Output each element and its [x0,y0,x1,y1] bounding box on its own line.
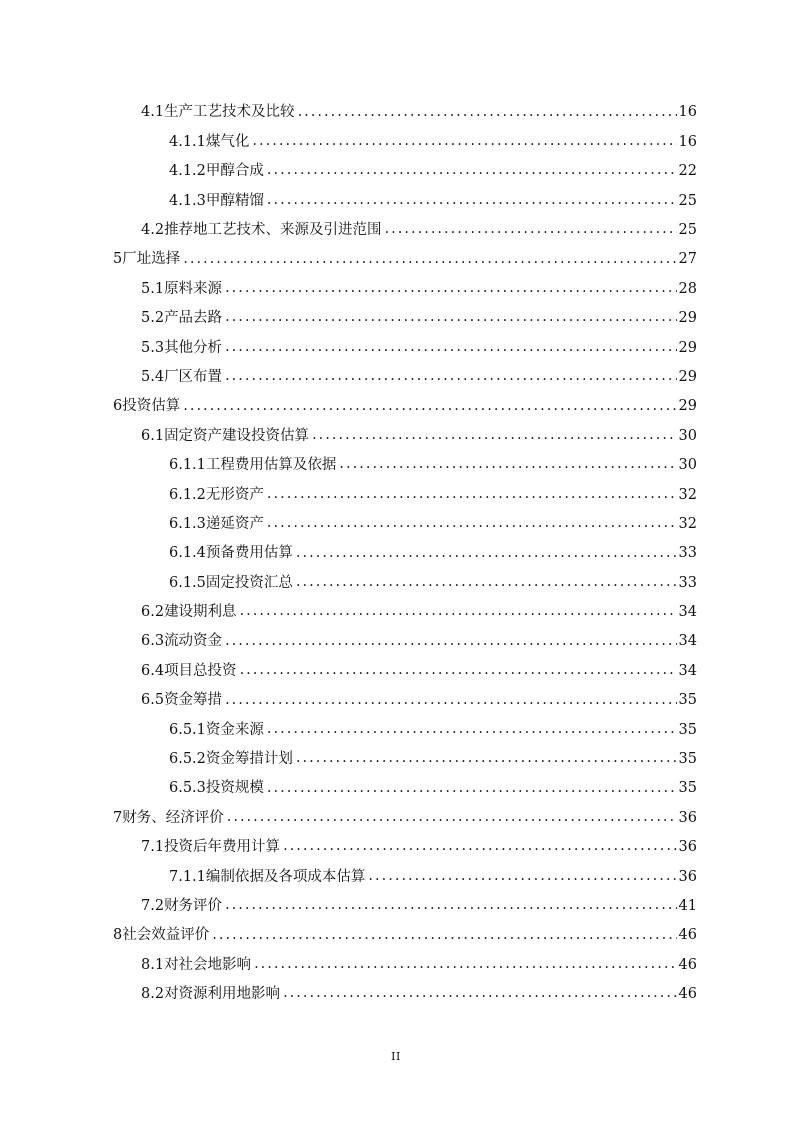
toc-entry-number: 4.1 [141,104,165,121]
toc-entry[interactable] [0,392,792,421]
toc-entry-number: 5 [113,251,123,268]
toc-entry[interactable] [0,774,792,803]
toc-dot-leader [225,310,676,324]
toc-entry-title: 财务评价 [164,897,223,914]
toc-entry-number: 6.4 [141,662,165,679]
toc-entry-number: 6.1.1 [169,457,206,474]
toc-dot-leader [368,869,676,883]
toc-entry-page: 36 [678,868,697,885]
toc-dot-leader [312,428,676,442]
toc-entry-title: 投资规模 [205,780,264,797]
toc-entry-number: 6.1.2 [169,486,206,503]
toc-entry-number: 6 [113,398,123,415]
toc-entry-title: 投资后年费用计算 [164,839,281,856]
toc-entry[interactable] [0,539,792,568]
toc-dot-leader [283,839,676,853]
toc-entry-page: 34 [678,604,697,621]
toc-entry[interactable] [0,892,792,921]
toc-entry-title: 建设期利息 [164,604,237,621]
toc-entry-number: 6.1 [141,427,165,444]
toc-dot-leader [283,986,676,1000]
toc-entry-page: 30 [678,457,697,474]
toc-entry-number: 7.2 [141,897,165,914]
toc-entry[interactable] [0,950,792,979]
toc-entry-page: 28 [678,280,697,297]
toc-dot-leader [225,340,676,354]
toc-dot-leader [267,487,677,501]
toc-entry-page: 29 [678,368,697,385]
toc-dot-leader [267,516,677,530]
toc-dot-leader [225,898,676,912]
toc-dot-leader [254,957,676,971]
toc-entry-page: 35 [678,751,697,768]
toc-entry-page: 16 [678,104,697,121]
toc-entry-page: 32 [678,515,697,532]
toc-entry-title: 财务、经济评价 [122,809,224,826]
toc-entry-number: 5.2 [141,310,165,327]
toc-dot-leader [212,928,676,942]
toc-entry-title: 资金筹措计划 [205,751,293,768]
toc-entry-page: 35 [678,721,697,738]
toc-entry-number: 5.3 [141,339,165,356]
toc-entry-number: 4.1.2 [169,163,206,180]
toc-entry-number: 6.5.1 [169,721,206,738]
toc-entry-title: 投资估算 [122,398,181,415]
toc-dot-leader [385,222,677,236]
toc-entry[interactable] [0,745,792,774]
toc-entry-page: 34 [678,633,697,650]
toc-dot-leader [240,604,677,618]
toc-entry-title: 对社会地影响 [164,956,252,973]
toc-entry-title: 对资源利用地影响 [164,986,281,1003]
toc-entry-page: 33 [678,574,697,591]
toc-entry-title: 甲醇合成 [205,163,264,180]
toc-entry-page: 25 [678,222,697,238]
toc-entry-title: 其他分析 [164,339,223,356]
toc-entry-page: 27 [678,251,697,268]
toc-entry[interactable] [0,686,792,715]
toc-entry[interactable] [0,98,792,127]
toc-entry-number: 8.1 [141,956,165,973]
toc-entry-title: 预备费用估算 [205,545,293,562]
toc-entry-number: 7 [113,809,123,826]
toc-dot-leader [298,105,677,119]
toc-entry-number: 5.1 [141,280,165,297]
toc-entry-title: 推荐地工艺技术、来源及引进范围 [164,222,382,238]
toc-dot-leader [296,575,677,589]
table-of-contents [0,98,792,1009]
toc-entry-title: 编制依据及各项成本估算 [205,868,366,885]
toc-entry[interactable] [0,921,792,950]
toc-entry-title: 工程费用估算及依据 [205,457,337,474]
toc-entry-number: 4.1.1 [169,133,206,150]
toc-entry-number: 6.5 [141,692,165,709]
toc-entry-title: 煤气化 [205,133,250,150]
toc-entry-page: 33 [678,545,697,562]
toc-entry-page: 46 [678,927,697,944]
toc-dot-leader [296,751,677,765]
toc-entry-page: 34 [678,662,697,679]
toc-entry-page: 29 [678,339,697,356]
toc-entry-number: 6.5.3 [169,780,206,797]
toc-dot-leader [240,663,677,677]
toc-entry-page: 36 [678,839,697,856]
toc-entry-page: 25 [678,192,697,209]
toc-entry-page: 30 [678,427,697,444]
toc-dot-leader [225,693,676,707]
toc-entry-title: 流动资金 [164,633,223,650]
toc-entry-title: 厂区布置 [164,368,223,385]
toc-entry[interactable] [0,127,792,156]
toc-entry-number: 7.1.1 [169,868,206,885]
toc-entry-page: 29 [678,398,697,415]
toc-entry[interactable] [0,363,792,392]
toc-dot-leader [267,193,677,207]
toc-entry-page: 22 [678,163,697,180]
toc-entry-title: 产品去路 [164,310,223,327]
toc-dot-leader [225,369,676,383]
toc-dot-leader [267,781,677,795]
toc-entry[interactable] [0,509,792,538]
toc-dot-leader [252,134,676,148]
toc-entry-title: 资金筹措 [164,692,223,709]
toc-entry-number: 6.1.3 [169,515,206,532]
toc-dot-leader [183,252,676,266]
toc-entry-title: 资金来源 [205,721,264,738]
page-footer-number: II [391,1050,401,1063]
toc-entry[interactable] [0,186,792,215]
toc-entry[interactable] [0,627,792,656]
toc-entry-number: 6.3 [141,633,165,650]
toc-dot-leader [267,722,677,736]
toc-entry-page: 36 [678,809,697,826]
toc-entry-number: 6.1.4 [169,545,206,562]
toc-entry-page: 16 [678,133,697,150]
toc-entry-title: 递延资产 [205,515,264,532]
toc-dot-leader [225,281,676,295]
toc-entry[interactable] [0,421,792,450]
toc-entry-page: 35 [678,692,697,709]
toc-entry-title: 生产工艺技术及比较 [164,104,295,121]
toc-entry[interactable] [0,980,792,1009]
toc-entry-title: 固定资产建设投资估算 [164,427,310,444]
toc-entry-title: 无形资产 [205,486,264,503]
toc-entry-number: 6.2 [141,604,165,621]
toc-entry-number: 8.2 [141,986,165,1003]
toc-entry[interactable] [0,333,792,362]
toc-entry[interactable] [0,656,792,685]
toc-entry[interactable] [0,568,792,597]
toc-entry-number: 6.5.2 [169,751,206,768]
toc-entry-page: 46 [678,956,697,973]
toc-entry-title: 项目总投资 [164,662,237,679]
toc-entry[interactable] [0,274,792,303]
toc-dot-leader [227,810,677,824]
toc-entry-number: 6.1.5 [169,574,206,591]
toc-entry-number: 8 [113,927,123,944]
toc-entry[interactable] [0,157,792,186]
toc-entry-page: 41 [678,897,697,914]
toc-entry-page: 29 [678,310,697,327]
toc-entry[interactable] [0,304,792,333]
toc-entry-page: 35 [678,780,697,797]
toc-entry-number: 4.2 [141,222,165,238]
toc-entry-title: 厂址选择 [122,251,181,268]
toc-dot-leader [296,546,677,560]
toc-dot-leader [339,457,676,471]
toc-dot-leader [183,399,676,413]
toc-dot-leader [225,634,676,648]
toc-entry-title: 社会效益评价 [122,927,210,944]
toc-entry-number: 5.4 [141,368,165,385]
toc-entry[interactable] [0,833,792,862]
toc-entry[interactable] [0,451,792,480]
toc-entry[interactable] [0,480,792,509]
toc-entry[interactable] [0,245,792,274]
toc-entry-page: 46 [678,986,697,1003]
toc-entry[interactable] [0,715,792,744]
toc-dot-leader [267,163,677,177]
toc-entry-title: 原料来源 [164,280,223,297]
toc-entry-page: 32 [678,486,697,503]
toc-entry[interactable] [0,216,792,245]
toc-entry[interactable] [0,598,792,627]
toc-entry[interactable] [0,803,792,832]
toc-entry-number: 7.1 [141,839,165,856]
toc-entry[interactable] [0,862,792,891]
toc-entry-title: 固定投资汇总 [205,574,293,591]
toc-entry-title: 甲醇精馏 [205,192,264,209]
toc-entry-number: 4.1.3 [169,192,206,209]
